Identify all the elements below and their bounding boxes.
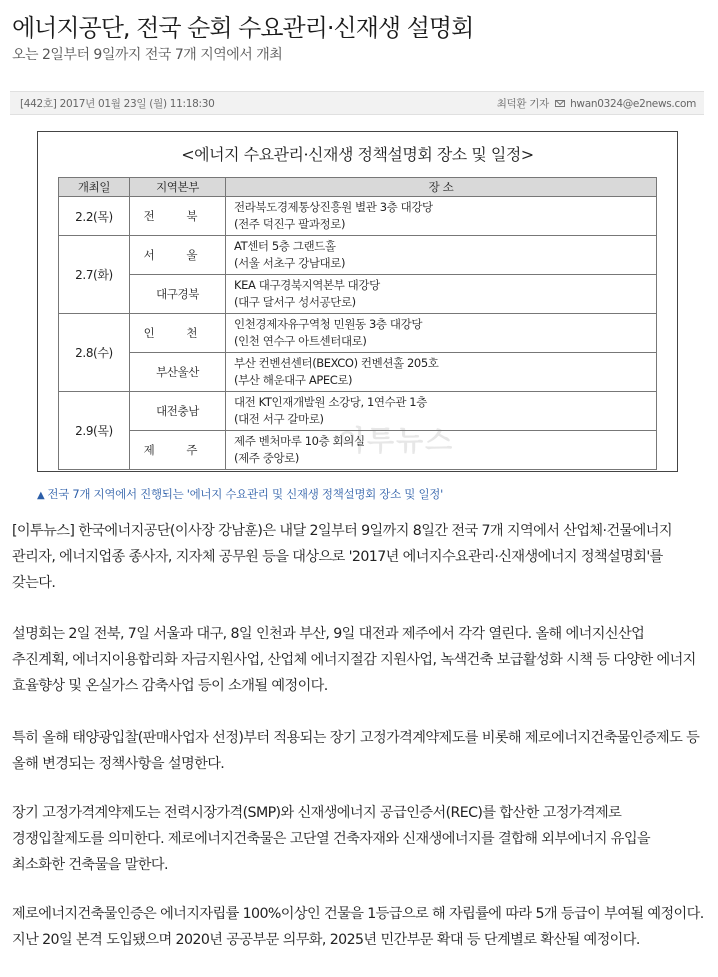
venue-name: 인천경제자유구역청 민원동 3층 대강당 [234, 317, 423, 331]
date-cell: 2.8(수) [59, 314, 130, 392]
body-paragraph: 장기 고정가격계약제도는 전력시장가격(SMP)와 신재생에너지 공급인증서(REC)를 합산한 고정가격제로 경쟁입찰제도를 의미한다. 제로에너지건축물은 고단열 건축자재와 신재생에너지를 결합해 외부에너지 유입을 최소화한 건축물을 말한다. [12, 805, 651, 873]
figure-title: <에너지 수요관리·신재생 정책설명회 장소 및 일정> [181, 145, 534, 164]
venue-address: (대구 달서구 성서공단로) [234, 295, 356, 309]
venue-name: 부산 컨벤션센터(BEXCO) 컨벤션홀 205호 [234, 356, 439, 370]
venue-name: AT센터 5층 그랜드홀 [234, 239, 336, 253]
figure-caption [37, 486, 443, 502]
publish-info [20, 96, 215, 111]
venue-name: KEA 대구경북지역본부 대강당 [234, 278, 380, 292]
body-paragraph: 설명회는 2일 전북, 7일 서울과 대구, 8일 인천과 부산, 9일 대전과 제주에서 각각 열린다. 올해 에너지신산업 추진계획, 에너지이용합리화 자금지원사업, 산업체 에너지절감 지원사업, 녹색건축 보급활성화 시책 등 다양한 에너지 효율향상 및 온실가스 감축사업 등이 소개될 예정이다. [12, 626, 696, 694]
issue-number: [442호] [20, 98, 57, 110]
venue-cell [226, 236, 657, 275]
schedule-figure [37, 131, 678, 472]
triangle-up-icon: ▲ [37, 490, 45, 501]
reporter-email[interactable]: hwan0324@e2news.com [570, 98, 696, 110]
venue-cell [226, 353, 657, 392]
region-cell: 제 주 [130, 431, 226, 470]
venue-cell [226, 314, 657, 353]
table-row [59, 236, 657, 275]
venue-name: 전라북도경제통상진흥원 별관 3층 대강당 [234, 200, 433, 214]
table-row [59, 314, 657, 353]
venue-cell [226, 275, 657, 314]
caption-text: 전국 7개 지역에서 진행되는 '에너지 수요관리 및 신재생 정책설명회 장소 및 일정' [47, 487, 443, 501]
venue-address: (제주 중앙로) [234, 451, 299, 465]
watermark: 이투뉴스 [338, 424, 455, 457]
venue-address: (대전 서구 갈마로) [234, 412, 324, 426]
date-cell: 2.2(목) [59, 197, 130, 236]
venue-address: (서울 서초구 강남대로) [234, 256, 346, 270]
reporter-name: 최덕환 기자 [496, 98, 549, 110]
mail-icon [555, 100, 565, 107]
region-cell: 전 북 [130, 197, 226, 236]
article-meta-bar [10, 91, 704, 115]
table-header-row [59, 178, 657, 197]
venue-name: 대전 KT인재개발원 소강당, 1연수관 1층 [234, 395, 427, 409]
headline: 에너지공단, 전국 순회 수요관리·신재생 설명회 [12, 14, 474, 42]
header-region: 지역본부 [130, 178, 226, 197]
region-cell: 부산울산 [130, 353, 226, 392]
table-row [59, 197, 657, 236]
body-paragraph: [이투뉴스] 한국에너지공단(이사장 강남훈)은 내달 2일부터 9일까지 8일간 전국 7개 지역에서 산업체·건물에너지 관리자, 에너지업종 종사자, 지자체 공무원 등을 대상으로 '2017년 에너지수요관리·신재생에너지 정책설명회'를 갖는다. [12, 523, 672, 591]
header-venue: 장 소 [226, 178, 657, 197]
region-cell: 인 천 [130, 314, 226, 353]
body-paragraph: 제로에너지건축물인증은 에너지자립률 100%이상인 건물을 1등급으로 해 자립률에 따라 5개 등급이 부여될 예정이다. 지난 20일 본격 도입됐으며 2020년 공공부문 의무화, 2025년 민간부문 확대 등 단계별로 확산될 예정이다. [12, 906, 704, 948]
region-cell: 서 울 [130, 236, 226, 275]
venue-address: (부산 해운대구 APEC로) [234, 373, 353, 387]
region-cell: 대구경북 [130, 275, 226, 314]
date-cell: 2.9(목) [59, 392, 130, 470]
subheadline: 오는 2일부터 9일까지 전국 7개 지역에서 개최 [12, 47, 283, 63]
header-date: 개최일 [59, 178, 130, 197]
table-row [59, 275, 657, 314]
venue-name: 제주 벤처마루 10층 회의실 [234, 434, 365, 448]
table-row [59, 353, 657, 392]
venue-cell [226, 197, 657, 236]
date-cell: 2.7(화) [59, 236, 130, 314]
venue-address: (인천 연수구 아트센터대로) [234, 334, 367, 348]
region-cell: 대전충남 [130, 392, 226, 431]
body-paragraph: 특히 올해 태양광입찰(판매사업자 선정)부터 적용되는 장기 고정가격계약제도를 비롯해 제로에너지건축물인증제도 등 올해 변경되는 정책사항을 설명한다. [12, 730, 700, 772]
venue-address: (전주 덕진구 팔과정로) [234, 217, 346, 231]
reporter-info [497, 96, 696, 111]
publish-date: 2017년 01월 23일 (월) 11:18:30 [59, 98, 215, 110]
